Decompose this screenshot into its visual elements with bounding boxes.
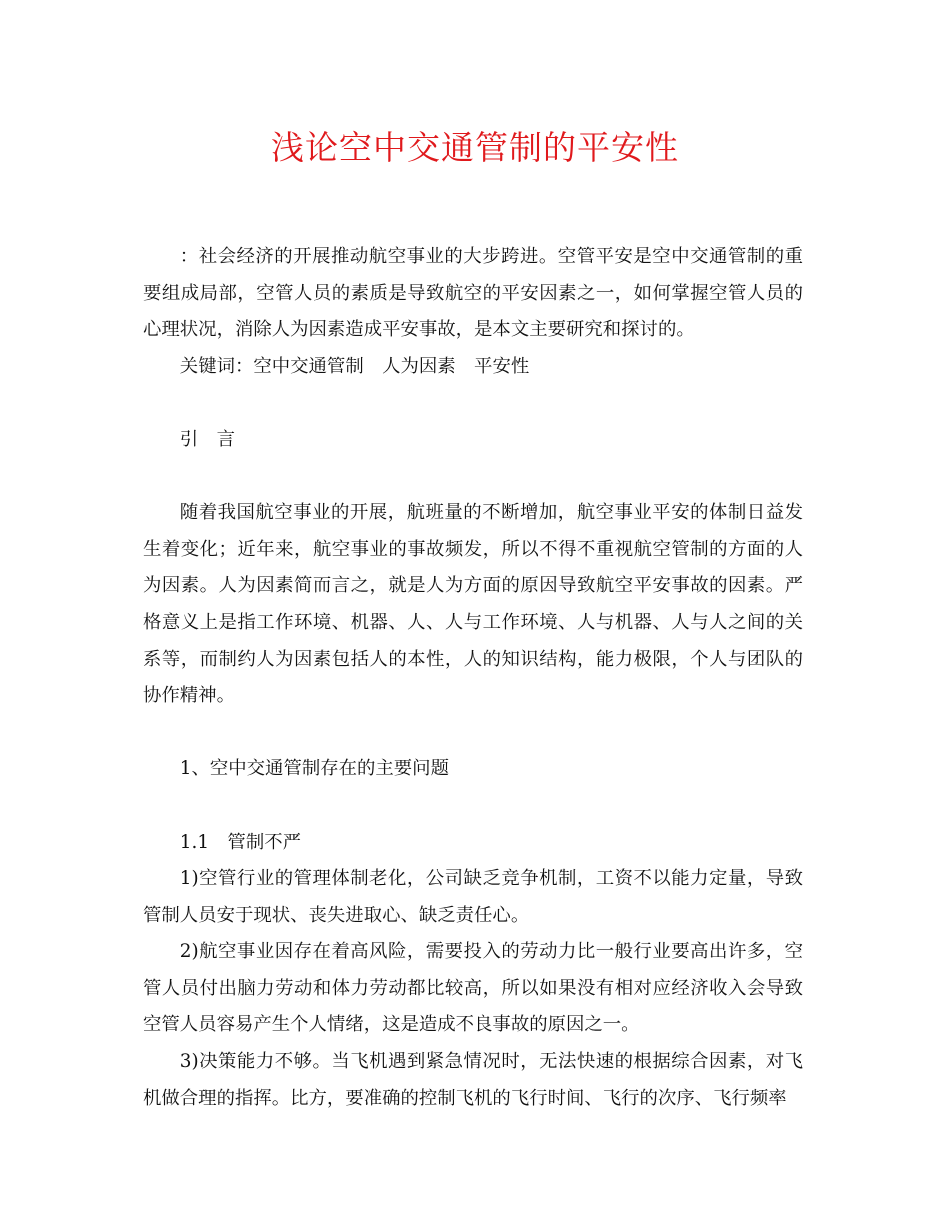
document-body <box>143 239 803 1117</box>
list-item: 1)空管行业的管理体制老化，公司缺乏竞争机制，工资不以能力定量，导致管制人员安于现状、丧失进取心、缺乏责任心。 <box>143 868 803 926</box>
intro-heading: 引 言 <box>179 428 235 450</box>
subsection-heading: 1.1 管制不严 <box>179 831 301 853</box>
section-heading: 1、空中交通管制存在的主要问题 <box>179 758 449 780</box>
spacer <box>143 385 803 422</box>
intro-paragraph: 随着我国航空事业的开展，航班量的不断增加，航空事业平安的体制日益发生着变化；近年来，航空事业的事故频发，所以不得不重视航空管制的方面的人为因素。人为因素简而言之，就是人为方面的原因导致航空平安事故的因素。严格意义上是指工作环境、机器、人、人与工作环境、人与机器、人与人之间的关系等，而制约人为因素包括人的本性，人的知识结构，能力极限，个人与团队的协作精神。 <box>143 502 803 707</box>
spacer <box>143 715 803 752</box>
spacer <box>143 459 803 496</box>
list-item: 2)航空事业因存在着高风险，需要投入的劳动力比一般行业要高出许多，空管人员付出脑力劳动和体力劳动都比较高，所以如果没有相对应经济收入会导致空管人员容易产生个人情绪，这是造成不良事故的原因之一。 <box>143 941 803 1036</box>
abstract-paragraph: ：社会经济的开展推动航空事业的大步跨进。空管平安是空中交通管制的重要组成局部，空管人员的素质是导致航空的平安因素之一，如何掌握空管人员的心理状况，消除人为因素造成平安事故，是本文主要研究和探讨的。 <box>143 246 803 341</box>
document-title: 浅论空中交通管制的平安性 <box>271 128 679 167</box>
keywords-line: 关键词：空中交通管制 人为因素 平安性 <box>179 355 530 377</box>
spacer <box>143 788 803 825</box>
list-item: 3)决策能力不够。当飞机遇到紧急情况时，无法快速的根据综合因素，对飞机做合理的指挥。比方，要准确的控制飞机的飞行时间、飞行的次序、飞行频率 <box>143 1051 803 1109</box>
